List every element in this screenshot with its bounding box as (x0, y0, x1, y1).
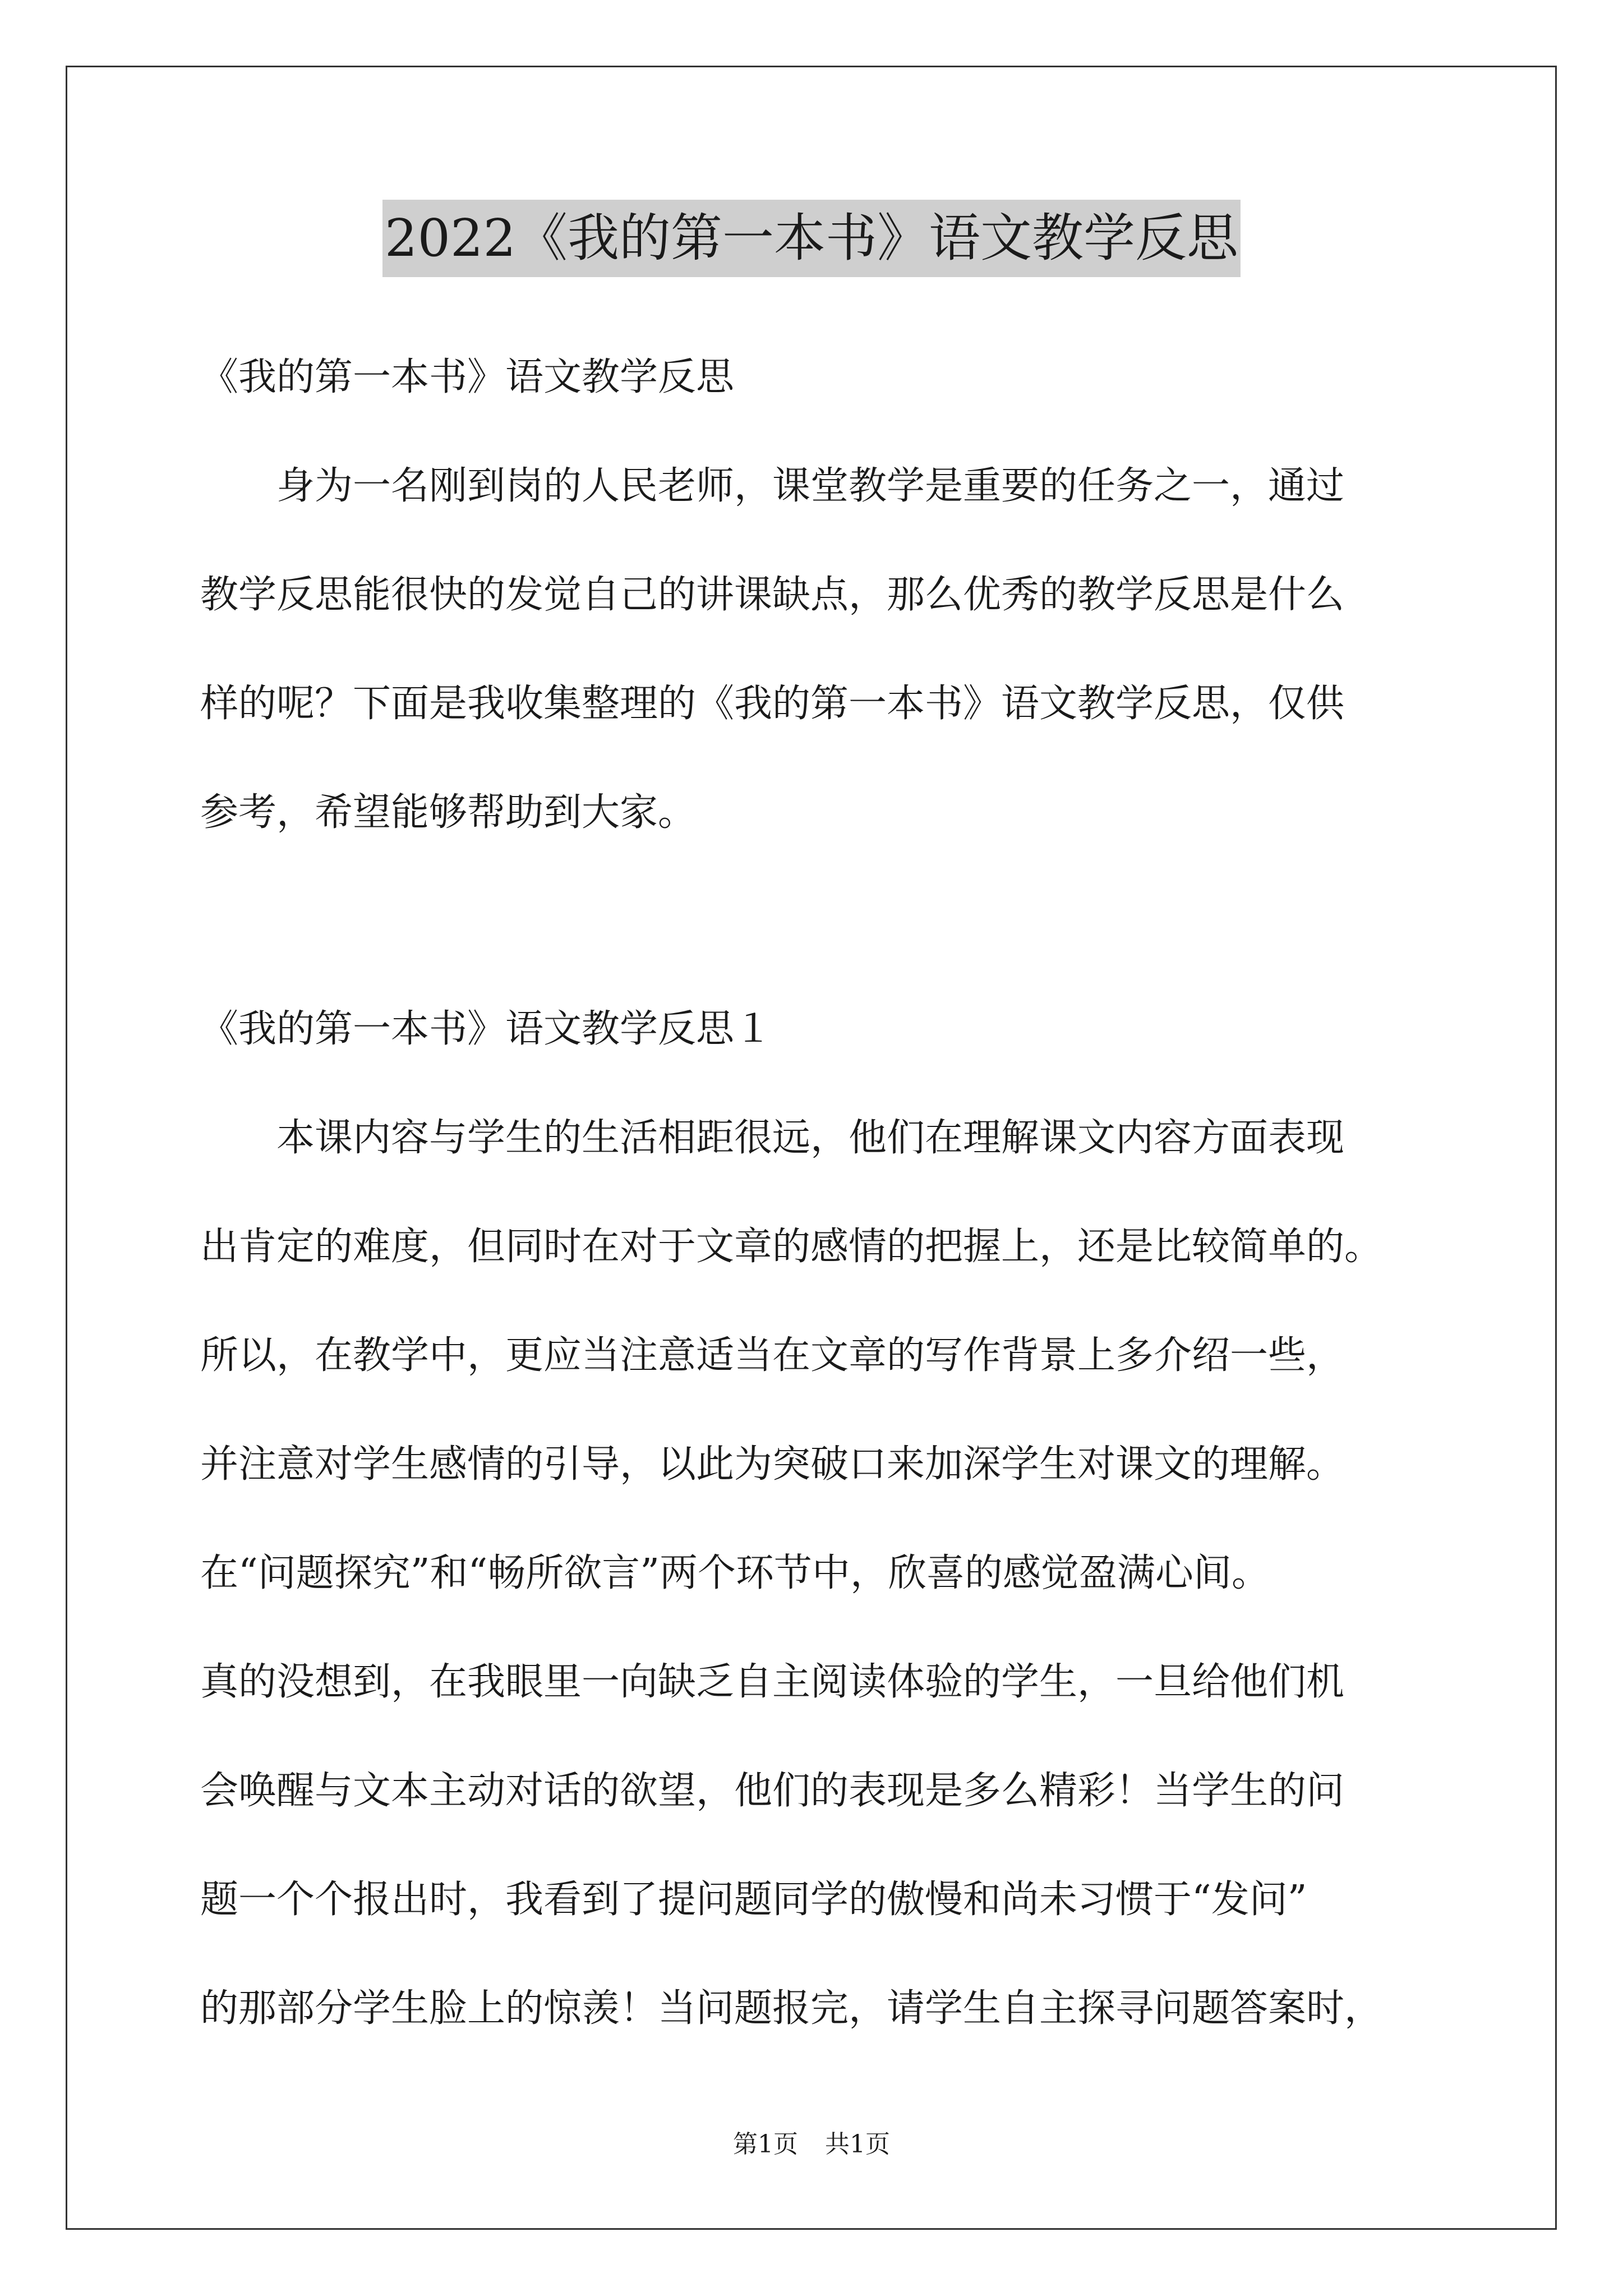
document-title: 2022《我的第一本书》语文教学反思 (382, 200, 1241, 277)
section-heading: 《我的第一本书》语文教学反思１ (200, 1007, 773, 1051)
body-line: 所以，在教学中，更应当注意适当在文章的写作背景上多介绍一些， (200, 1333, 1345, 1378)
page-number: 第1页 (733, 2130, 798, 2159)
body-line: 出肯定的难度，但同时在对于文章的感情的把握上，还是比较简单的。 (200, 1225, 1383, 1269)
body-line: 真的没想到，在我眼里一向缺乏自主阅读体验的学生，一旦给他们机 (200, 1660, 1345, 1704)
page-total: 共1页 (825, 2130, 890, 2159)
intro-heading: 《我的第一本书》语文教学反思 (200, 355, 735, 399)
body-line: 本课内容与学生的生活相距很远，他们在理解课文内容方面表现 (200, 1116, 1345, 1160)
intro-line: 身为一名刚到岗的人民老师，课堂教学是重要的任务之一，通过 (200, 464, 1345, 508)
body-line: 并注意对学生感情的引导，以此为突破口来加深学生对课文的理解。 (200, 1442, 1345, 1487)
intro-line: 教学反思能很快的发觉自己的讲课缺点，那么优秀的教学反思是什么 (200, 573, 1345, 617)
body-line: 在“问题探究”和“畅所欲言”两个环节中，欣喜的感觉盈满心间。 (200, 1551, 1270, 1595)
body-line: 会唤醒与文本主动对话的欲望，他们的表现是多么精彩！当学生的问 (200, 1769, 1345, 1813)
body-line: 的那部分学生脸上的惊羡！当问题报完，请学生自主探寻问题答案时， (200, 1986, 1383, 2031)
title-container (0, 200, 1623, 277)
intro-line: 样的呢？下面是我收集整理的《我的第一本书》语文教学反思，仅供 (200, 682, 1345, 726)
intro-line: 参考，希望能够帮助到大家。 (200, 790, 697, 835)
page-footer (0, 2128, 1623, 2161)
body-line: 题一个个报出时，我看到了提问题同学的傲慢和尚未习惯于“发问” (200, 1878, 1307, 1922)
